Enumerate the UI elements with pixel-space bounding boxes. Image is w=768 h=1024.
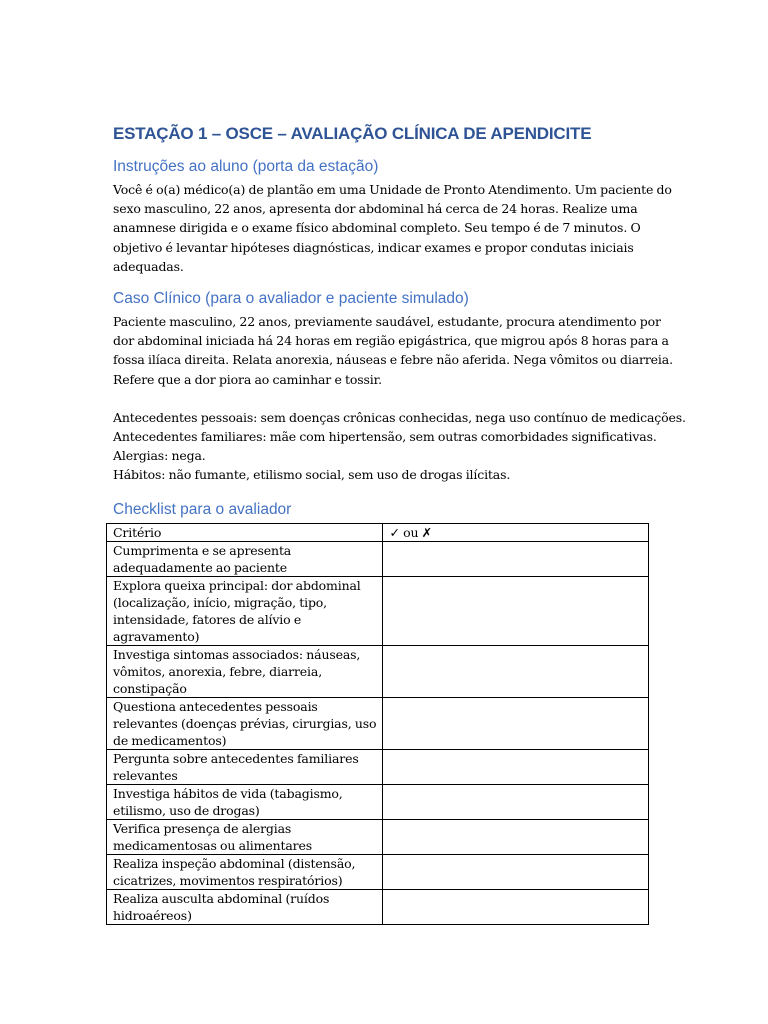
table-row (107, 819, 649, 854)
instructions-line: Você é o(a) médico(a) de plantão em uma Unidade de Pronto Atendimento. Um paciente do (113, 182, 672, 197)
case-line: Refere que a dor piora ao caminhar e tossir. (113, 371, 382, 387)
criterion-line: hidroaéreos) (113, 907, 192, 923)
instructions-line: adequadas. (113, 258, 184, 274)
criterion-line: Investiga sintomas associados: náuseas, (113, 646, 361, 662)
criterion-line: Explora queixa principal: dor abdominal (113, 577, 361, 593)
history-line: Antecedentes familiares: mãe com hipertensão, sem outras comorbidades significativas. (113, 429, 657, 445)
criterion-cell (107, 819, 383, 854)
criterion-line: cicatrizes, movimentos respiratórios) (113, 872, 343, 888)
criterion-cell (107, 645, 383, 697)
mark-cell[interactable] (383, 576, 649, 645)
criterion-line: Verifica presença de alergias (113, 820, 292, 836)
case-line: Paciente masculino, 22 anos, previamente saudável, estudante, procura atendimento por (113, 314, 661, 330)
mark-cell[interactable] (383, 889, 649, 924)
criterion-line: relevantes (doenças prévias, cirurgias, uso (113, 715, 377, 731)
table-row (107, 576, 649, 645)
column-header-mark: ✓ ou ✗ (383, 523, 649, 541)
criterion-cell (107, 854, 383, 889)
criterion-line: (localização, início, migração, tipo, (113, 594, 328, 610)
mark-cell[interactable] (383, 819, 649, 854)
case-line: dor abdominal iniciada há 24 horas em região epigástrica, que migrou após 8 horas para a (113, 333, 669, 349)
table-row (107, 697, 649, 749)
criterion-line: Pergunta sobre antecedentes familiares (113, 750, 359, 766)
mark-cell[interactable] (383, 697, 649, 749)
document-title: ESTAÇÃO 1 – OSCE – AVALIAÇÃO CLÍNICA DE APENDICITE (113, 124, 592, 143)
criterion-line: adequadamente ao paciente (113, 559, 288, 575)
checklist-heading: Checklist para o avaliador (113, 500, 292, 518)
criterion-line: etilismo, uso de drogas) (113, 802, 260, 818)
table-row (107, 784, 649, 819)
criterion-line: medicamentosas ou alimentares (113, 837, 313, 853)
criterion-cell (107, 697, 383, 749)
table-header-row (107, 523, 649, 541)
criterion-line: vômitos, anorexia, febre, diarreia, (113, 663, 323, 679)
checklist-body (107, 541, 649, 924)
criterion-cell (107, 576, 383, 645)
paragraph-spacer (113, 389, 650, 408)
criterion-line: Cumprimenta e se apresenta (113, 542, 292, 558)
case-line: fossa ilíaca direita. Relata anorexia, náuseas e febre não aferida. Nega vômitos ou diarreia. (113, 352, 673, 368)
history-line: Antecedentes pessoais: sem doenças crônicas conhecidas, nega uso contínuo de medicações. (113, 409, 686, 425)
criterion-line: Realiza inspeção abdominal (distensão, (113, 855, 356, 871)
mark-cell[interactable] (383, 854, 649, 889)
case-paragraph (113, 312, 673, 389)
instructions-line: objetivo é levantar hipóteses diagnósticas, indicar exames e propor condutas iniciais (113, 239, 634, 255)
instructions-paragraph (113, 180, 672, 276)
checklist-table (106, 523, 649, 925)
mark-cell[interactable] (383, 749, 649, 784)
criterion-line: Realiza ausculta abdominal (ruídos (113, 890, 330, 906)
case-heading: Caso Clínico (para o avaliador e paciente simulado) (113, 290, 469, 308)
criterion-line: intensidade, fatores de alívio e (113, 611, 302, 627)
history-line: Hábitos: não fumante, etilismo social, sem uso de drogas ilícitas. (113, 467, 511, 483)
column-header-criterio: Critério (107, 523, 383, 541)
history-paragraph (113, 408, 686, 485)
mark-cell[interactable] (383, 784, 649, 819)
table-row (107, 854, 649, 889)
criterion-line: relevantes (113, 767, 178, 783)
checklist-section (113, 501, 650, 925)
criterion-line: Investiga hábitos de vida (tabagismo, (113, 785, 343, 801)
criterion-line: de medicamentos) (113, 732, 227, 748)
mark-cell[interactable] (383, 645, 649, 697)
instructions-heading: Instruções ao aluno (porta da estação) (113, 158, 379, 175)
table-row (107, 889, 649, 924)
criterion-cell (107, 784, 383, 819)
criterion-line: Questiona antecedentes pessoais (113, 698, 318, 714)
history-line: Alergias: nega. (113, 448, 206, 464)
instructions-section (113, 158, 672, 276)
mark-cell[interactable] (383, 541, 649, 576)
case-section (113, 290, 686, 485)
instructions-line: sexo masculino, 22 anos, apresenta dor abdominal há cerca de 24 horas. Realize uma (113, 201, 638, 217)
criterion-line: constipação (113, 680, 187, 696)
criterion-cell (107, 749, 383, 784)
table-row (107, 645, 649, 697)
table-row (107, 749, 649, 784)
instructions-line: anamnese dirigida e o exame físico abdominal completo. Seu tempo é de 7 minutos. O (113, 220, 641, 236)
criterion-cell (107, 889, 383, 924)
criterion-line: agravamento) (113, 628, 200, 644)
criterion-cell (107, 541, 383, 576)
table-row (107, 541, 649, 576)
